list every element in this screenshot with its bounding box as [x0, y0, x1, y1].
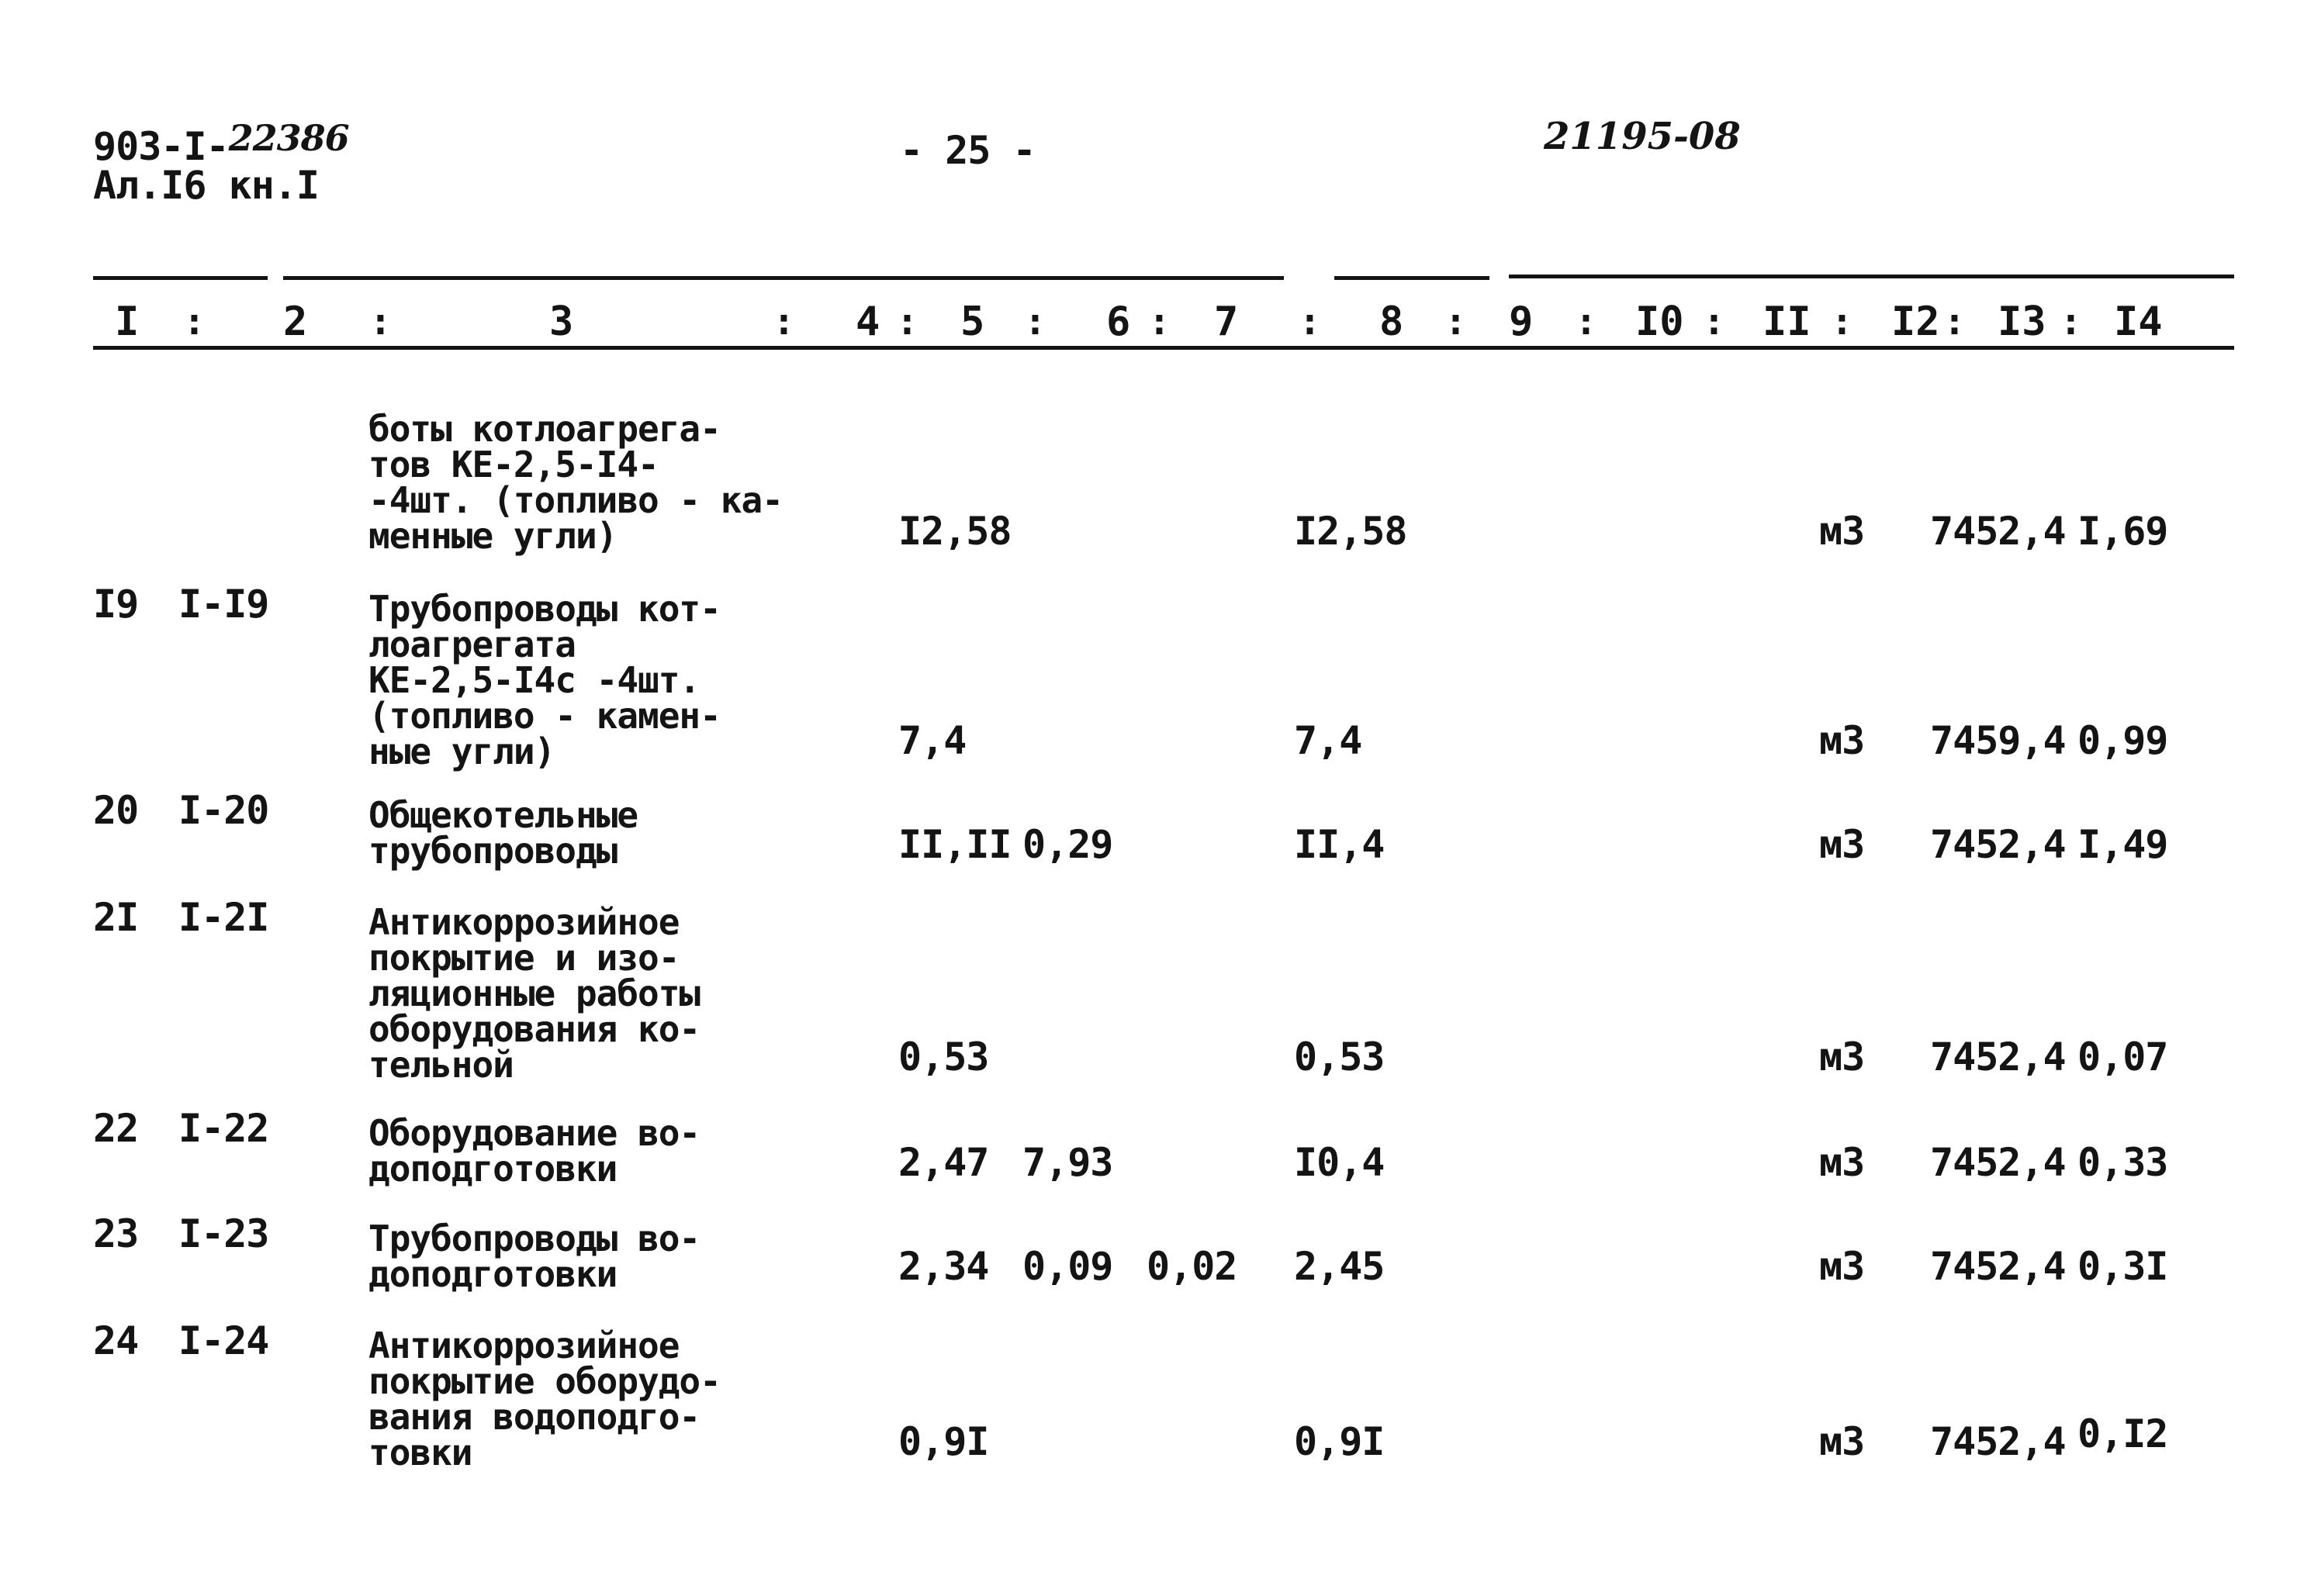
row-code: I-23 — [178, 1211, 269, 1256]
row-cell-unit: м3 — [1819, 1140, 1865, 1185]
row-cell-col14: 0,99 — [2077, 718, 2168, 763]
row-cell-col4: II,II — [898, 822, 1012, 867]
row-cell-col4: 0,9I — [898, 1419, 989, 1464]
column-header-rule — [93, 346, 2234, 350]
column-header-7: 7 — [1214, 299, 1239, 345]
row-description: Антикоррозийное покрытие и изо- ляционные работы оборудования ко- тельной — [368, 901, 701, 1086]
row-cell-unit: м3 — [1819, 1419, 1865, 1464]
document-code-prefix: 903-I- — [93, 124, 229, 169]
column-header-12: I2 — [1891, 299, 1940, 345]
row-description: Антикоррозийное покрытие оборудо- вания водоподго- товки — [368, 1325, 721, 1473]
row-cell-col14: 0,33 — [2077, 1140, 2168, 1185]
column-separator: : — [1575, 300, 1597, 344]
row-number: I9 — [93, 582, 139, 627]
row-code: I-22 — [178, 1106, 269, 1151]
row-cell-col8: I2,58 — [1294, 509, 1407, 554]
row-number: 24 — [93, 1318, 139, 1363]
header-rule-segment — [1509, 275, 2234, 278]
row-description: боты котлоагрега- тов КЕ-2,5-I4- -4шт. (топливо - ка- менные угли) — [368, 408, 783, 557]
row-cell-col4: 7,4 — [898, 718, 967, 763]
row-cell-col8: 7,4 — [1294, 718, 1362, 763]
column-header-1: I — [115, 299, 140, 345]
row-cell-col13: 7452,4 — [1930, 1035, 2066, 1080]
column-separator: : — [773, 300, 795, 344]
header-rule-segment — [93, 276, 268, 280]
header-rule-segment — [283, 276, 1284, 280]
document-number-handwritten: 21195-08 — [1544, 115, 1741, 158]
column-separator: : — [1024, 300, 1046, 344]
column-separator: : — [1831, 300, 1853, 344]
row-cell-col5: 0,29 — [1022, 822, 1113, 867]
row-description: Оборудование во- доподготовки — [368, 1112, 701, 1190]
row-cell-col6: 0,02 — [1147, 1244, 1237, 1289]
row-cell-col13: 7452,4 — [1930, 822, 2066, 867]
album-reference: Ал.I6 кн.I — [93, 163, 320, 208]
row-cell-col4: 2,47 — [898, 1140, 989, 1185]
row-cell-unit: м3 — [1819, 1244, 1865, 1289]
row-cell-col13: 7452,4 — [1930, 509, 2066, 554]
column-header-5: 5 — [960, 299, 985, 345]
column-header-13: I3 — [1998, 299, 2046, 345]
row-cell-col13: 7452,4 — [1930, 1140, 2066, 1185]
row-cell-col4: I2,58 — [898, 509, 1012, 554]
row-cell-unit: м3 — [1819, 822, 1865, 867]
row-cell-col5: 0,09 — [1022, 1244, 1113, 1289]
column-header-9: 9 — [1509, 299, 1534, 345]
column-header-2: 2 — [283, 299, 308, 345]
row-number: 20 — [93, 788, 139, 833]
column-separator: : — [183, 300, 206, 344]
row-number: 22 — [93, 1106, 139, 1151]
column-header-3: 3 — [549, 299, 574, 345]
row-cell-col14: I,69 — [2077, 509, 2168, 554]
column-header-4: 4 — [856, 299, 880, 345]
header-rule-segment — [1334, 276, 1489, 280]
row-code: I-2I — [178, 895, 269, 940]
row-cell-col14: 0,07 — [2077, 1035, 2168, 1080]
row-code: I-20 — [178, 788, 269, 833]
row-cell-col14: I,49 — [2077, 822, 2168, 867]
column-separator: : — [1943, 300, 1966, 344]
row-number: 2I — [93, 895, 139, 940]
row-cell-col4: 2,34 — [898, 1244, 989, 1289]
row-cell-col14: 0,I2 — [2077, 1411, 2168, 1456]
row-cell-col8: I0,4 — [1294, 1140, 1385, 1185]
row-cell-col8: 0,53 — [1294, 1035, 1385, 1080]
row-code: I-24 — [178, 1318, 269, 1363]
row-cell-unit: м3 — [1819, 718, 1865, 763]
row-cell-col13: 7452,4 — [1930, 1419, 2066, 1464]
column-separator: : — [1299, 300, 1321, 344]
page-number: - 25 - — [900, 128, 1036, 173]
row-code: I-I9 — [178, 582, 269, 627]
row-description: Общекотельные трубопроводы — [368, 794, 638, 872]
row-cell-col13: 7459,4 — [1930, 718, 2066, 763]
row-cell-col8: II,4 — [1294, 822, 1385, 867]
column-header-11: II — [1763, 299, 1811, 345]
row-cell-col4: 0,53 — [898, 1035, 989, 1080]
row-cell-col5: 7,93 — [1022, 1140, 1113, 1185]
row-description: Трубопроводы кот- лоагрегата КЕ-2,5-I4с -4шт. (топливо - камен- ные угли) — [368, 588, 721, 772]
column-separator: : — [1148, 300, 1171, 344]
row-cell-col8: 0,9I — [1294, 1419, 1385, 1464]
column-header-8: 8 — [1379, 299, 1404, 345]
row-cell-col13: 7452,4 — [1930, 1244, 2066, 1289]
row-cell-unit: м3 — [1819, 1035, 1865, 1080]
column-separator: : — [1444, 300, 1467, 344]
column-separator: : — [2060, 300, 2082, 344]
row-cell-unit: м3 — [1819, 509, 1865, 554]
row-cell-col14: 0,3I — [2077, 1244, 2168, 1289]
row-number: 23 — [93, 1211, 139, 1256]
column-header-10: I0 — [1635, 299, 1684, 345]
document-code-handwritten: 22386 — [228, 117, 349, 159]
column-separator: : — [369, 300, 392, 344]
row-description: Трубопроводы во- доподготовки — [368, 1218, 701, 1295]
row-cell-col8: 2,45 — [1294, 1244, 1385, 1289]
column-separator: : — [1703, 300, 1725, 344]
column-header-6: 6 — [1106, 299, 1131, 345]
column-separator: : — [896, 300, 918, 344]
column-header-14: I4 — [2114, 299, 2163, 345]
